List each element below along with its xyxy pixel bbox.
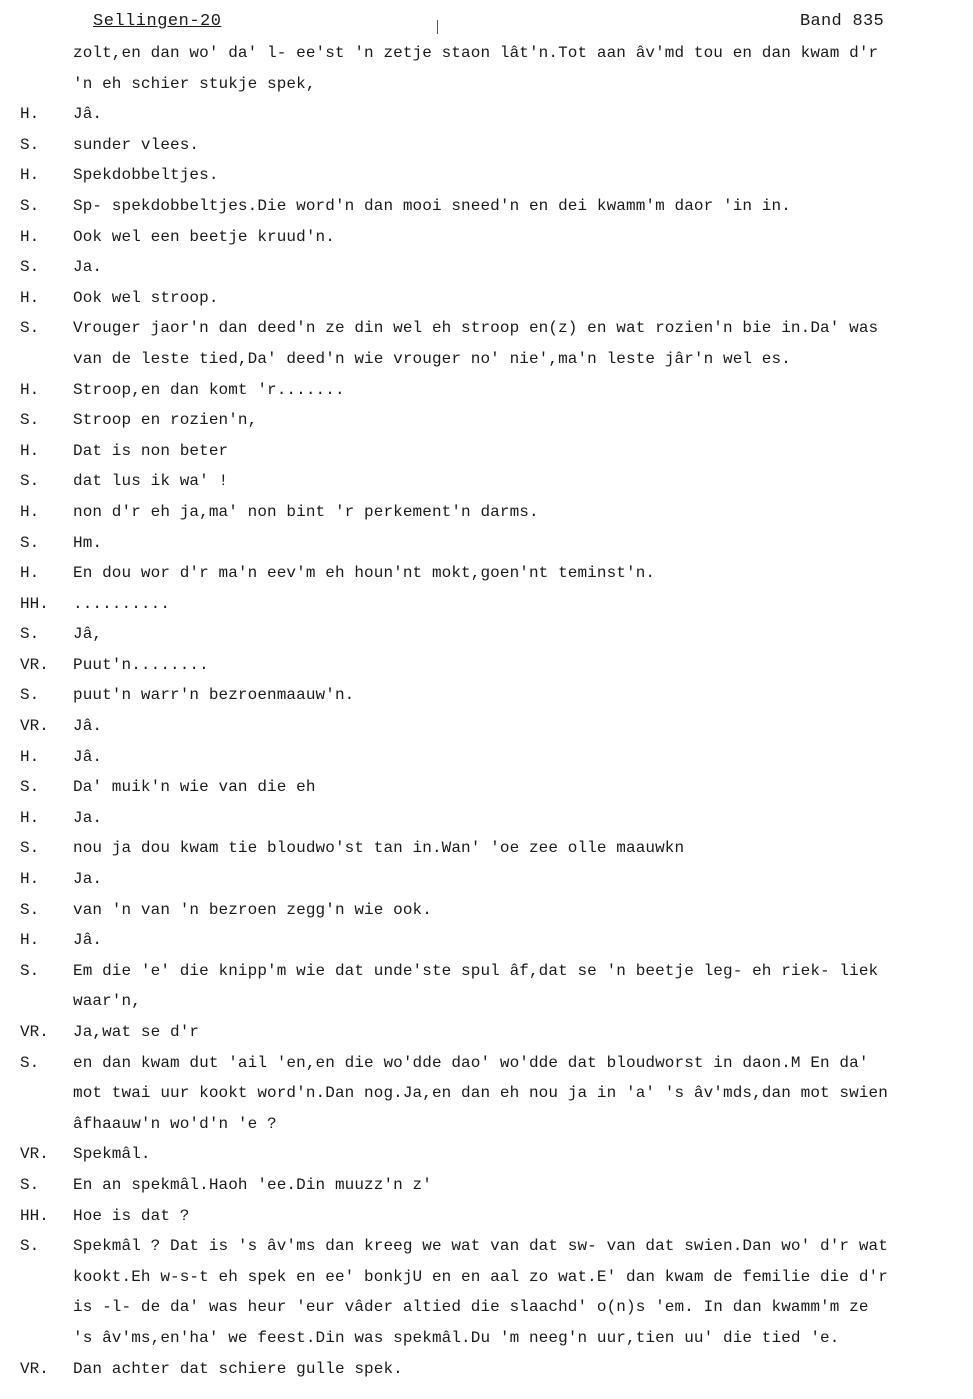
utterance xyxy=(73,466,973,497)
speaker-label: VR. xyxy=(20,1359,49,1378)
utterance xyxy=(73,864,973,895)
transcript-entry xyxy=(0,803,973,834)
utterance xyxy=(73,436,973,467)
transcript-entry xyxy=(0,191,973,222)
utterance-line: Spekdobbeltjes. xyxy=(73,166,219,185)
transcript-entry xyxy=(0,833,973,864)
utterance xyxy=(73,1017,973,1048)
utterance-line: dat lus ik wa' ! xyxy=(73,472,229,491)
utterance xyxy=(73,772,973,803)
utterance-line: nou ja dou kwam tie bloudwo'st tan in.Wan' 'oe zee olle maauwkn xyxy=(73,839,685,858)
speaker-label: H. xyxy=(20,441,40,460)
utterance-line: Sp- spekdobbeltjes.Die word'n dan mooi sneed'n en dei kwamm'm daor 'in in. xyxy=(73,196,791,215)
utterance-line: Ja,wat se d'r xyxy=(73,1023,200,1041)
speaker-label: S. xyxy=(20,319,40,338)
transcript-entry xyxy=(0,1231,973,1353)
utterance xyxy=(73,130,973,161)
speaker-label: S. xyxy=(20,625,40,644)
speaker-label: H. xyxy=(20,808,40,827)
speaker-label: S. xyxy=(20,1053,40,1072)
utterance xyxy=(73,38,973,99)
transcript-entry xyxy=(0,925,973,956)
utterance-line: Stroop,en dan komt 'r....... xyxy=(73,380,345,399)
utterance xyxy=(73,895,973,926)
utterance-line: mot twai uur kookt word'n.Dan nog.Ja,en dan eh nou ja in 'a' 's âv'mds,dan mot swien xyxy=(73,1084,888,1103)
utterance xyxy=(73,1201,973,1232)
utterance-line: Jâ. xyxy=(73,931,103,950)
page-title: Sellingen-20 xyxy=(93,12,222,31)
utterance xyxy=(73,528,973,559)
utterance-line: âfhaauw'n wo'd'n 'e ? xyxy=(73,1114,277,1133)
utterance-line: van de leste tied,Da' deed'n wie vrouger no' nie',ma'n leste jâr'n wel es. xyxy=(73,349,791,368)
utterance xyxy=(73,558,973,589)
transcript-entry xyxy=(0,1354,973,1385)
utterance xyxy=(73,222,973,253)
utterance-line: Em die 'e' die knipp'm wie dat unde'ste spul âf,dat se 'n beetje leg- eh riek- liek xyxy=(73,961,879,980)
utterance-line: sunder vlees. xyxy=(73,135,200,154)
utterance-line: Jâ, xyxy=(73,625,103,644)
utterance xyxy=(73,650,973,681)
transcript-entry xyxy=(0,956,973,1017)
transcript-entry xyxy=(0,1170,973,1201)
speaker-label: S. xyxy=(20,135,40,154)
utterance-line: Dat is non beter xyxy=(73,441,229,460)
utterance xyxy=(73,99,973,130)
transcript-entry xyxy=(0,38,973,99)
transcript-entry xyxy=(0,1201,973,1232)
utterance-line: zolt,en dan wo' da' l- ee'st 'n zetje staon lât'n.Tot aan âv'md tou en dan kwam d'r xyxy=(73,44,879,62)
utterance-line: Jâ. xyxy=(73,747,103,766)
utterance xyxy=(73,497,973,528)
speaker-label: H. xyxy=(20,747,40,766)
transcript-entry xyxy=(0,313,973,374)
utterance-line: Spekmâl. xyxy=(73,1145,151,1164)
transcript-entry xyxy=(0,1139,973,1170)
speaker-label: S. xyxy=(20,411,40,430)
utterance-line: Jâ. xyxy=(73,717,103,736)
utterance-line: Spekmâl ? Dat is 's âv'ms dan kreeg we wat van dat sw- van dat swien.Dan wo' d'r wat xyxy=(73,1237,888,1256)
utterance-line: Ook wel stroop. xyxy=(73,288,219,307)
utterance-line: En an spekmâl.Haoh 'ee.Din muuzz'n z' xyxy=(73,1175,432,1194)
utterance xyxy=(73,925,973,956)
transcript-entry xyxy=(0,252,973,283)
transcript-entry xyxy=(0,130,973,161)
speaker-label: H. xyxy=(20,288,40,307)
transcript-entry xyxy=(0,497,973,528)
speaker-label: HH. xyxy=(20,594,49,613)
utterance-line: Ja. xyxy=(73,870,103,889)
utterance xyxy=(73,283,973,314)
utterance-line: Ja. xyxy=(73,258,103,277)
utterance xyxy=(73,711,973,742)
utterance xyxy=(73,680,973,711)
utterance xyxy=(73,1231,973,1353)
speaker-label: S. xyxy=(20,258,40,277)
transcript-entry xyxy=(0,742,973,773)
speaker-label: S. xyxy=(20,472,40,491)
speaker-label: H. xyxy=(20,502,40,521)
transcript-entry xyxy=(0,650,973,681)
utterance-line: waar'n, xyxy=(73,992,141,1011)
utterance xyxy=(73,405,973,436)
transcript-entry xyxy=(0,1048,973,1140)
transcript-entry xyxy=(0,711,973,742)
transcript-entry xyxy=(0,619,973,650)
speaker-label: H. xyxy=(20,227,40,246)
utterance xyxy=(73,1354,973,1385)
speaker-label: VR. xyxy=(20,1023,49,1041)
utterance-line: Da' muik'n wie van die eh xyxy=(73,778,316,797)
transcript-entry xyxy=(0,680,973,711)
utterance xyxy=(73,589,973,620)
transcript-entry xyxy=(0,466,973,497)
speaker-label: H. xyxy=(20,931,40,950)
transcript-entry xyxy=(0,864,973,895)
speaker-label: S. xyxy=(20,839,40,858)
speaker-label: H. xyxy=(20,564,40,583)
speaker-label: S. xyxy=(20,533,40,552)
utterance xyxy=(73,742,973,773)
transcript-body xyxy=(0,38,973,1384)
speaker-label: S. xyxy=(20,1175,40,1194)
band-number: Band 835 xyxy=(800,12,885,31)
utterance xyxy=(73,1139,973,1170)
utterance-line: is -l- de da' was heur 'eur vâder altied die slaachd' o(n)s 'em. In dan kwamm'm ze xyxy=(73,1298,869,1317)
utterance-line: puut'n warr'n bezroenmaauw'n. xyxy=(73,686,355,705)
transcript-entry xyxy=(0,589,973,620)
utterance xyxy=(73,803,973,834)
transcript-entry xyxy=(0,558,973,589)
utterance xyxy=(73,375,973,406)
utterance-line: kookt.Eh w-s-t eh spek en ee' bonkjU en en aal zo wat.E' dan kwam de femilie die d'r xyxy=(73,1267,888,1286)
utterance-line: Jâ. xyxy=(73,105,103,124)
utterance xyxy=(73,191,973,222)
transcript-entry xyxy=(0,895,973,926)
speaker-label: H. xyxy=(20,380,40,399)
speaker-label: H. xyxy=(20,870,40,889)
speaker-label: VR. xyxy=(20,1145,49,1164)
transcript-entry xyxy=(0,99,973,130)
utterance-line: .......... xyxy=(73,594,171,613)
transcript-entry xyxy=(0,772,973,803)
utterance-line: Vrouger jaor'n dan deed'n ze din wel eh stroop en(z) en wat rozien'n bie in.Da' was xyxy=(73,319,879,338)
utterance-line: 'n eh schier stukje spek, xyxy=(73,74,316,93)
utterance xyxy=(73,619,973,650)
speaker-label: S. xyxy=(20,196,40,215)
utterance xyxy=(73,1170,973,1201)
speaker-label: S. xyxy=(20,900,40,919)
transcript-entry xyxy=(0,222,973,253)
utterance-line: Ja. xyxy=(73,808,103,827)
transcript-entry xyxy=(0,405,973,436)
utterance xyxy=(73,252,973,283)
utterance xyxy=(73,160,973,191)
utterance-line: 's âv'ms,en'ha' we feest.Din was spekmâl.Du 'm neeg'n uur,tien uu' die tied 'e. xyxy=(73,1328,840,1347)
speaker-label: S. xyxy=(20,961,40,980)
utterance-line: Ook wel een beetje kruud'n. xyxy=(73,227,335,246)
utterance xyxy=(73,956,973,1017)
utterance-line: Puut'n........ xyxy=(73,655,209,674)
utterance-line: Hoe is dat ? xyxy=(73,1206,190,1225)
utterance xyxy=(73,1048,973,1140)
transcript-entry xyxy=(0,1017,973,1048)
transcript-entry xyxy=(0,283,973,314)
speaker-label: HH. xyxy=(20,1206,49,1225)
utterance-line: non d'r eh ja,ma' non bint 'r perkement'n darms. xyxy=(73,502,539,521)
utterance-line: Hm. xyxy=(73,533,103,552)
speaker-label: H. xyxy=(20,105,40,124)
speaker-label: S. xyxy=(20,686,40,705)
transcript-entry xyxy=(0,436,973,467)
speaker-label: VR. xyxy=(20,655,49,674)
utterance-line: en dan kwam dut 'ail 'en,en die wo'dde dao' wo'dde dat bloudworst in daon.M En da' xyxy=(73,1053,869,1072)
utterance-line: En dou wor d'r ma'n eev'm eh houn'nt mokt,goen'nt teminst'n. xyxy=(73,564,656,583)
speaker-label: S. xyxy=(20,1237,40,1256)
speaker-label: H. xyxy=(20,166,40,185)
utterance-line: van 'n van 'n bezroen zegg'n wie ook. xyxy=(73,900,432,919)
speaker-label: S. xyxy=(20,778,40,797)
utterance xyxy=(73,833,973,864)
transcript-entry xyxy=(0,375,973,406)
speaker-label: VR. xyxy=(20,717,49,736)
transcript-entry xyxy=(0,528,973,559)
utterance-line: Stroop en rozien'n, xyxy=(73,411,258,430)
transcript-entry xyxy=(0,160,973,191)
margin-tick-mark xyxy=(437,20,438,34)
utterance xyxy=(73,313,973,374)
utterance-line: Dan achter dat schiere gulle spek. xyxy=(73,1359,403,1378)
